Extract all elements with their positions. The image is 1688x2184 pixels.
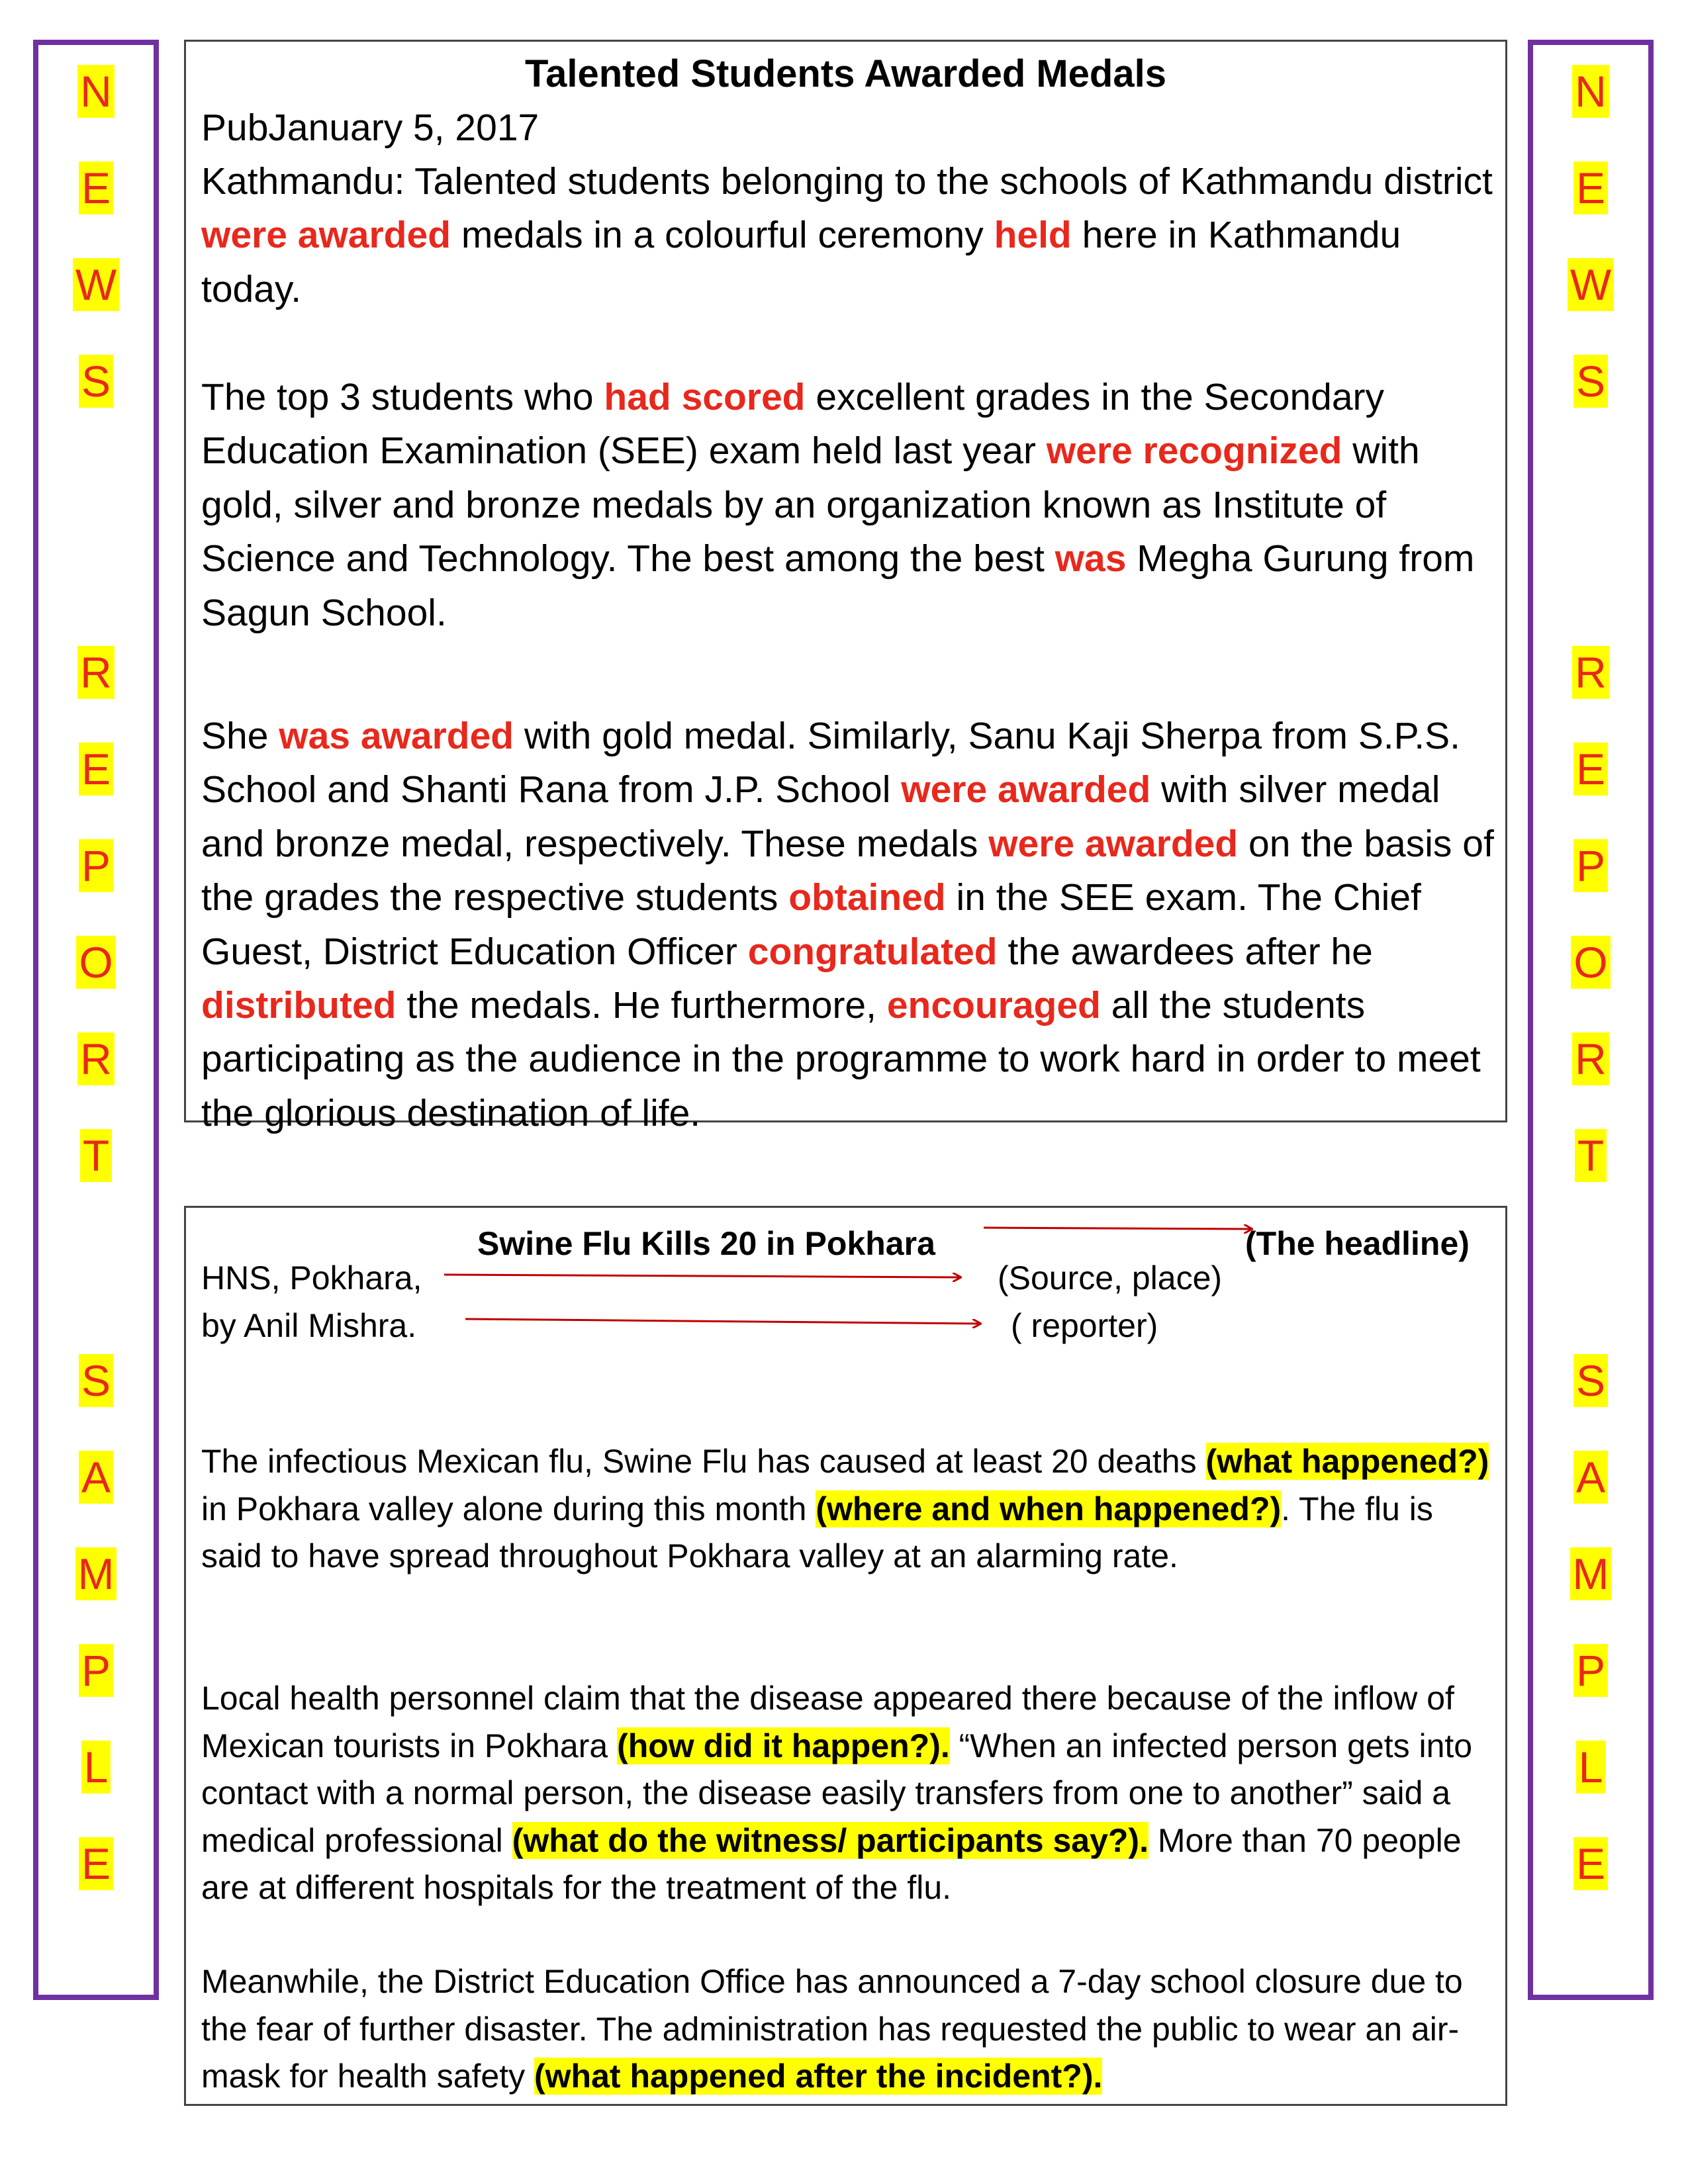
- reporter-label: ( reporter): [1011, 1307, 1158, 1344]
- article1-dateline: PubJanuary 5, 2017: [201, 107, 539, 149]
- text-run: medals in a colourful ceremony: [451, 214, 994, 257]
- text-run: the awardees after he: [997, 930, 1373, 973]
- arrow-to-headline-label: [984, 1228, 1252, 1229]
- banner-letter: W: [38, 258, 154, 311]
- banner-letter: R: [1533, 646, 1648, 699]
- banner-letter: E: [38, 743, 154, 796]
- verb-highlight: were recognized: [1046, 430, 1342, 473]
- text-run: The infectious Mexican flu, Swine Flu has caused at least 20 deaths: [201, 1443, 1206, 1480]
- question-highlight: (what do the witness/ participants say?).: [512, 1821, 1149, 1859]
- verb-highlight: had scored: [604, 376, 806, 418]
- banner-letter: E: [1533, 743, 1648, 796]
- text-run: in Pokhara valley alone during this month: [201, 1490, 816, 1527]
- banner-letter: R: [38, 646, 154, 699]
- question-highlight: (where and when happened?): [816, 1490, 1282, 1527]
- text-run: More than 70 people are at different hospitals for the treatment of the flu.: [201, 1821, 1462, 1906]
- banner-letter: T: [1533, 1129, 1648, 1182]
- article2-paragraph-2: [201, 1675, 1499, 1912]
- text-run: with gold, silver and bronze medals by an organization known as Institute of Science and Technology. The best among the best: [201, 430, 1420, 580]
- article2-reporter: by Anil Mishra.: [201, 1307, 417, 1344]
- text-run: with silver medal and bronze medal, respectively. These medals: [201, 768, 1440, 865]
- left-news-report-sample-banner: [33, 40, 159, 2000]
- verb-highlight: was awarded: [279, 715, 514, 757]
- question-highlight: (what happened after the incident?).: [534, 2058, 1103, 2095]
- article1-headline: Talented Students Awarded Medals: [524, 52, 1166, 95]
- text-run: She: [201, 715, 279, 757]
- banner-letter: O: [1533, 936, 1648, 989]
- verb-highlight: obtained: [788, 876, 946, 919]
- text-run: excellent grades in the Secondary Education Examination (SEE) exam held last year: [201, 376, 1385, 473]
- banner-letter: N: [38, 65, 154, 118]
- text-run: Local health personnel claim that the disease appeared there because of the inflow of Mexican tourists in Pokhara: [201, 1680, 1454, 1764]
- verb-highlight: held: [994, 214, 1072, 257]
- banner-letter: W: [1533, 258, 1648, 311]
- article1-paragraph-2: [201, 371, 1499, 640]
- verb-highlight: were awarded: [901, 768, 1151, 811]
- article-swine-flu: [184, 1206, 1507, 2106]
- text-run: the medals. He furthermore,: [396, 984, 887, 1027]
- banner-letter: P: [1533, 839, 1648, 892]
- verb-highlight: were awarded: [201, 214, 451, 257]
- banner-letter: O: [38, 936, 154, 989]
- banner-letter: L: [1533, 1741, 1648, 1794]
- banner-letter: A: [1533, 1451, 1648, 1504]
- banner-letter: E: [38, 1837, 154, 1890]
- text-run: here in Kathmandu today.: [201, 214, 1401, 310]
- verb-highlight: encouraged: [886, 984, 1101, 1027]
- article1-paragraph-3: [201, 709, 1499, 1140]
- text-run: on the basis of the grades the respective students: [201, 822, 1494, 919]
- headline-label: (The headline): [1245, 1225, 1470, 1262]
- banner-letter: A: [38, 1451, 154, 1504]
- text-run: Meanwhile, the District Education Office has announced a 7-day school closure due to the fear of further disaster. The administration has requested the public to wear an air-mask for health safety: [201, 1963, 1463, 2095]
- text-run: “When an infected person gets into contact with a normal person, the disease easily transfers from one to another” said a medical professional: [201, 1727, 1473, 1859]
- banner-letter: E: [38, 161, 154, 214]
- text-run: in the SEE exam. The Chief Guest, District Education Officer: [201, 876, 1421, 973]
- banner-letter: S: [1533, 355, 1648, 408]
- banner-letter: R: [1533, 1032, 1648, 1085]
- text-run: Megha Gurung from Sagun School.: [201, 537, 1475, 634]
- question-highlight: (what happened?): [1205, 1443, 1489, 1480]
- banner-letter: T: [38, 1129, 154, 1182]
- article1-paragraph-1: [201, 155, 1499, 316]
- banner-letter: E: [1533, 161, 1648, 214]
- banner-letter: S: [1533, 1354, 1648, 1407]
- banner-letter: P: [1533, 1644, 1648, 1697]
- source-label: (Source, place): [998, 1259, 1223, 1297]
- article2-headline: Swine Flu Kills 20 in Pokhara: [477, 1225, 935, 1262]
- banner-letter: P: [38, 839, 154, 892]
- text-run: The top 3 students who: [201, 376, 604, 418]
- verb-highlight: was: [1055, 537, 1127, 580]
- article2-paragraph-3: [201, 1958, 1499, 2101]
- banner-letter: L: [38, 1741, 154, 1794]
- arrow-to-reporter-label: [465, 1319, 980, 1324]
- banner-letter: N: [1533, 65, 1648, 118]
- banner-letter: M: [38, 1547, 154, 1600]
- banner-letter: E: [1533, 1837, 1648, 1890]
- banner-letter: M: [1533, 1547, 1648, 1600]
- text-run: with gold medal. Similarly, Sanu Kaji Sherpa from S.P.S. School and Shanti Rana from J.P. School: [201, 715, 1460, 811]
- question-highlight: (how did it happen?).: [617, 1727, 950, 1764]
- banner-letter: P: [38, 1644, 154, 1697]
- verb-highlight: congratulated: [747, 930, 998, 973]
- right-news-report-sample-banner: [1528, 40, 1654, 2000]
- banner-letter: S: [38, 355, 154, 408]
- banner-letter: S: [38, 1354, 154, 1407]
- text-run: . The flu is said to have spread throughout Pokhara valley at an alarming rate.: [201, 1490, 1433, 1574]
- banner-letter: R: [38, 1032, 154, 1085]
- article2-source: HNS, Pokhara,: [201, 1259, 422, 1297]
- article2-paragraph-1: [201, 1438, 1499, 1580]
- article-talented-students: [184, 40, 1507, 1134]
- verb-highlight: distributed: [201, 984, 397, 1027]
- text-run: all the students participating as the audience in the programme to work hard in order to meet the glorious destination of life.: [201, 984, 1481, 1134]
- arrow-to-source-label: [444, 1275, 961, 1277]
- text-run: Kathmandu: Talented students belonging to the schools of Kathmandu district: [201, 160, 1493, 203]
- verb-highlight: were awarded: [988, 822, 1239, 865]
